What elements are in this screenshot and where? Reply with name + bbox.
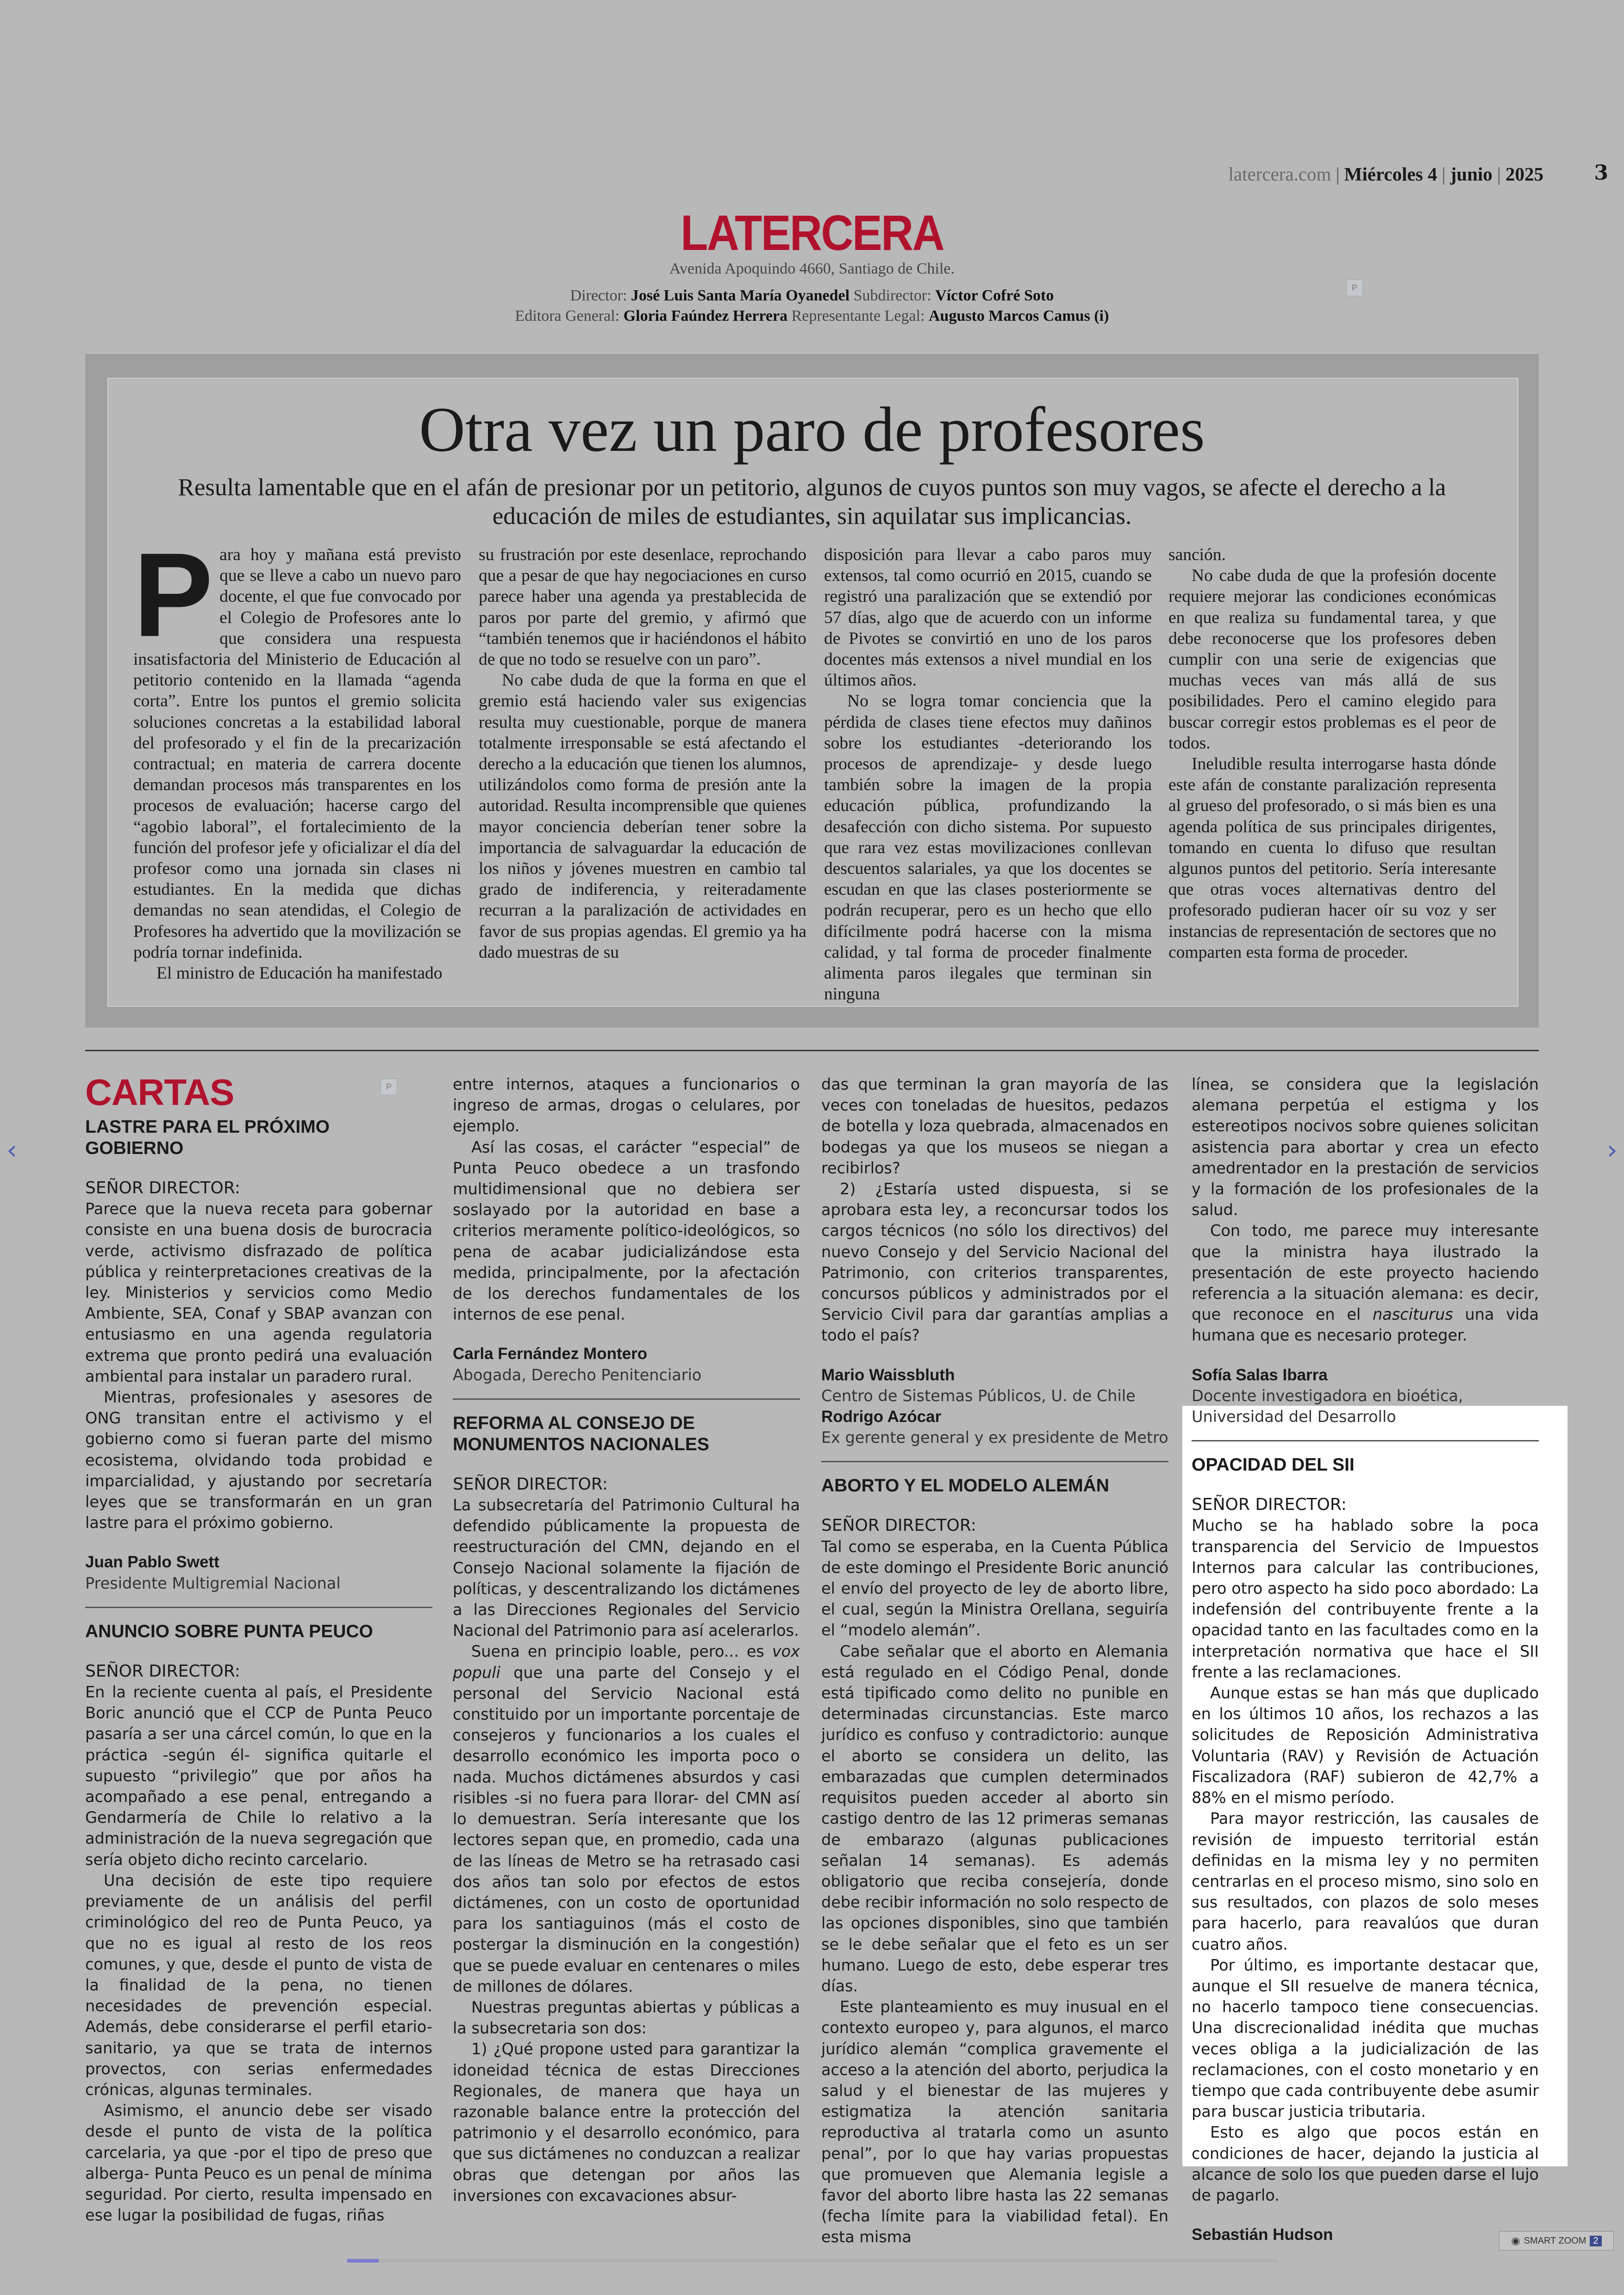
section-divider (85, 1050, 1539, 1051)
newspaper-logo: LATERCERA (681, 205, 943, 261)
masthead-date-line: latercera.com | Miércoles 4 | junio | 2025 (1228, 163, 1543, 185)
letters-column-3: das que terminan la gran mayoría de las veces con toneladas de huesitos, pedazos de botella y loza quebrada, almacenados en bodegas ya que los museos se niegan a recibirlos? 2) ¿Estaría usted dispuesta, si se aprobara esta ley, a reconcursar todos los cargos técnicos (no sólo los directivos) del nuevo Consejo y del Servicio Nacional del Patrimonio, con criterios transparentes, concursos públicos y administrados por el Servicio Civil para dar garantías amplias a todo el país? Mario Waissbluth Centro de Sistemas Públicos, U. de Chile Rodrigo Azócar Ex gerente general y ex presidente de Metro ABORTO Y EL MODELO ALEMÁN SEÑOR DIRECTOR: Tal como se esperaba, en la Cuenta Pública de este domingo el Presidente Boric anunció el envío del proyecto de ley de aborto libre, el cual, según la Ministra Orellana, seguiría el “modelo alemán”. Cabe señalar que el aborto en Alemania está regulado en el Código Penal, donde está tipificado como delito no punible en determinadas circunstancias. Este marco jurídico es confuso y contradictorio: aunque el aborto se considera un delito, las embarazadas que cumplen determinados requisitos pueden acceder al aborto sin castigo dentro de las 12 primeras semanas de embarazo (algunas publicaciones señalan 14 semanas). Es además obligatorio que reciba consejería, donde debe recibir información no solo respecto de las opciones disponibles, sino que también se le debe señalar que el feto es un ser humano. Luego de esto, debe esperar tres días. Este planteamiento es muy inusual en el contexto europeo y, para algunos, el marco jurídico alemán “complica gravemente el acceso a la atención del aborto, perjudica la salud y el bienestar de las mujeres y estigmatiza la atención sanitaria reproductiva al tratarla como un asunto penal”, por lo que hay varias propuestas que promueven que Alemania legisle a favor del aborto libre hasta las 22 semanas (fecha límite para la viabilidad fetal). En esta misma (821, 1075, 1168, 2246)
page-progress-fill (347, 2259, 379, 2263)
page-progress-track[interactable] (347, 2259, 1278, 2263)
salutation: SEÑOR DIRECTOR: (453, 1474, 608, 1494)
address: Avenida Apoquindo 4660, Santiago de Chile. (669, 260, 955, 277)
editorial-column-4: sanción. No cabe duda de que la profesión docente requiere mejorar las condiciones económicas en que realiza su fundamental tarea, y que debe reconocerse que los profesores deben cumplir con una serie de exigencias que muchas veces van más allá de sus posibilidades. Pero el camino elegido para buscar corregir estos problemas es el peor de todos. Ineludible resulta interrogarse hasta dónde este afán de constante paralización representa al grueso del profesorado, o si más bien es una agenda política de sus principales dirigentes, tomando en cuenta lo difuso que resultan algunos puntos del petitorio. Sería interesante que otras voces alternativas dentro del profesorado pudieran hacer oír su voz y ser instancias de representación de sectores que no comparten esta forma de proceder. (1168, 545, 1496, 962)
editorial-column-2: su frustración por este desenlace, reprochando que a pesar de que hay negociaciones en curso parece haber una agenda ya prestablecida de paros por parte del gremio, y afirmó que “también tenemos que ir haciéndonos el hábito de que no todo se resuelve con un paro”. No cabe duda de que la forma en que el gremio está haciendo valer sus exigencias resulta muy cuestionable, porque de manera totalmente irresponsable se está afectando el derecho a la educación que tienen los alumnos, utilizándolos como forma de presión ante la autoridad. Resulta incomprensible que quienes mayor conciencia deberían tener sobre la importancia de salvaguardar la educación de los niños y jóvenes muestren en cambio tal grado de indiferencia, y reiteradamente recurran a la paralización de actividades en favor de sus propias agendas. El gremio ya ha dado muestras de su (479, 545, 806, 962)
signature-role: Abogada, Derecho Penitenciario (453, 1366, 702, 1384)
chevron-left-icon: ‹ (6, 1134, 18, 1166)
editorial-title: Otra vez un paro de profesores (419, 394, 1205, 465)
editora-name: Gloria Faúndez Herrera (623, 307, 788, 324)
letter-headline: REFORMA AL CONSEJO DE MONUMENTOS NACIONALES (453, 1413, 709, 1454)
letters-column-1: CARTAS LASTRE PARA EL PRÓXIMO GOBIERNO SEÑOR DIRECTOR: Parece que la nueva receta para gobernar consiste en una buena dosis de burocracia verde, activismo disfrazado de política pública y reinterpretaciones creativas de la ley. Ministerios y servicios como Medio Ambiente, SEA, Conaf y SBAP avanzan con entusiasmo en una agenda regulatoria extrema que pronto pedirá una evaluación ambiental para instalar un paradero rural. Mientras, profesionales y asesores de ONG transitan entre el activismo y el gobierno como si fueran parte del mismo ecosistema, olvidando toda probidad e imparcialidad, y ajustando por secretaría leyes que se transformarán en un gran lastre para el próximo gobierno. Juan Pablo Swett Presidente Multigremial Nacional ANUNCIO SOBRE PUNTA PEUCO SEÑOR DIRECTOR: En la reciente cuenta al país, el Presidente Boric anunció que el CCP de Punta Peuco pasaría a ser una cárcel común, lo que en la práctica -según él- significa quitarle el supuesto “privilegio” que por años ha acompañado a ese penal, entregando a Gendarmería de Chile lo relativo a la administración de la nueva segregación que sería objeto dicho recinto carcelario. Una decisión de este tipo requiere previamente de un análisis del perfil criminológico del reo de Punta Peuco, ya que no es igual al resto de los reos comunes, y que, desde el punto de vista de la finalidad de la pena, no tienen necesidades de prevención especial. Además, debe considerarse el perfil etario-sanitario, ya que se trata de internos provectos, con serias enfermedades crónicas, algunas terminales. Asimismo, el anuncio debe ser visado desde el punto de vista de la política carcelaria, ya que -por el tipo de preso que alberga- Punta Peuco es un penal de mínima seguridad. Por cierto, resulta impensado en ese lugar la posibilidad de fugas, riñas (85, 1072, 432, 2225)
letters-column-4: línea, se considera que la legislación alemana perpetúa el estigma y los estereotipos nocivos sobre quienes solicitan asistencia para abortar y crea un efecto amedrentador en la prestación de servicios y la formación de los profesionales de la salud. Con todo, me parece muy interesante que la ministra haya ilustrado la presentación de este proyecto haciendo referencia a la situación alemana: es decir, que reconoce en el nasciturus una vida humana que es necesario proteger. Sofía Salas Ibarra Docente investigadora en bioética, Universidad del Desarrollo OPACIDAD DEL SII SEÑOR DIRECTOR: Mucho se ha hablado sobre la poca transparencia del Servicio de Impuestos Internos para calcular las contribuciones, pero otro aspecto ha sido poco abordado: La indefensión del contribuyente frente a la opacidad tanto en las facultades como en la interpretación normativa que hace el SII frente a las reclamaciones. Aunque estas se han más que duplicado en los últimos 10 años, los rechazos a las solicitudes de Reposición Administrativa Voluntaria (RAV) y Revisión de Actuación Fiscalizadora (RAF) subieron de 42,7% a 88% en el mismo período. Para mayor restricción, las causales de revisión de impuesto territorial están definidas en la misma ley y no permiten centrarlas en el proceso mismo, sino solo en sus resultados, con plazos de solo meses para hacerlo, para reavalúos que duran cuatro años. Por último, es importante destacar que, aunque el SII resuelve de manera técnica, no hacerlo tampoco tiene consecuencias. Una discrecionalidad inédita que muchas veces obliga a la judicialización de las reclamaciones, con el costo monetario y en tiempo que cada contribuyente debe asumir para buscar justicia tributaria. Esto es algo que pocos están en condiciones de hacer, dejando la justicia al alcance de solo los que pueden darse el lujo de pagarlo. Sebastián Hudson (1192, 1074, 1539, 2245)
prev-page-button[interactable] (6, 1134, 17, 1166)
letters-section-title: CARTAS (85, 1072, 234, 1113)
ad-marker-icon[interactable]: P (1346, 280, 1363, 296)
next-page-button[interactable] (1607, 1134, 1618, 1166)
letter-headline: ANUNCIO SOBRE PUNTA PEUCO (85, 1621, 373, 1641)
month: junio (1450, 163, 1493, 185)
credits-line-2: Editora General: Gloria Faúndez Herrera Representante Legal: Augusto Marcos Camus (i) (515, 307, 1109, 324)
letter-signature: Sofía Salas Ibarra (1192, 1366, 1328, 1384)
letter-signature: Sebastián Hudson (1192, 2226, 1333, 2244)
signature-role: Centro de Sistemas Públicos, U. de Chile (821, 1386, 1136, 1405)
drop-cap: P (133, 528, 213, 661)
letters-column-2: entre internos, ataques a funcionarios o ingreso de armas, drogas o celulares, por ejemplo. Así las cosas, el carácter “especial” de Punta Peuco obedece a un trasfondo multidimensional que no debiera ser soslayado por la autoridad en base a criterios meramente político-ideológicos, so pena de acabar judicializándose esta medida, principalmente, por la afectación de los derechos fundamentales de los internos de ese penal. Carla Fernández Montero Abogada, Derecho Penitenciario REFORMA AL CONSEJO DE MONUMENTOS NACIONALES SEÑOR DIRECTOR: La subsecretaría del Patrimonio Cultural ha defendido públicamente la propuesta de reestructuración del CMN, dejando en el Consejo Nacional solamente la fijación de políticas, y descentralizando los dictámenes a las Direcciones Regionales del Servicio Nacional del Patrimonio para así acelerarlos. Suena en principio loable, pero... es vox populi que una parte del Consejo y el personal del Servicio Nacional está constituido por un importante porcentaje de consejeros y funcionarios a los cuales el desarrollo económico les importa poco o nada. Muchos dictámenes absurdos y casi risibles -si no fuera para llorar- del CMN así lo demuestran. Sería interesante que los lectores sepan que, en promedio, cada una de las líneas de Metro se ha retrasado casi dos años tan solo por efectos de estos dictámenes, con un costo de oportunidad para los santiaguinos (más el costo de postergar la disminución en la congestión) que se puede evaluar en centenares o miles de millones de dólares. Nuestras preguntas abiertas y públicas a la subsecretaria son dos: 1) ¿Qué propone usted para garantizar la idoneidad técnica de estas Direcciones Regionales, de manera que haya un razonable balance entre la protección del patrimonio y el desarrollo económico, para que sus dictámenes no conduzcan a realizar obras que detengan por años las inversiones con excavaciones absur- (453, 1075, 800, 2205)
smart-zoom-value: 2 (1590, 2236, 1601, 2246)
letter-headline: ABORTO Y EL MODELO ALEMÁN (821, 1476, 1109, 1496)
eye-icon: ◉ (1511, 2235, 1520, 2246)
director-name: José Luis Santa María Oyanedel (631, 287, 850, 304)
representante-name: Augusto Marcos Camus (i) (929, 307, 1109, 324)
letter-headline: OPACIDAD DEL SII (1192, 1455, 1355, 1475)
editorial-column-3: disposición para llevar a cabo paros muy extensos, tal como ocurrió en 2015, cuando se registró una paralización que se extendió por 57 días, algo que de acuerdo con un informe de Pivotes se convirtió en uno de los paros docentes más extensos a nivel mundial en los últimos años. No se logra tomar conciencia que la pérdida de clases tiene efectos muy dañinos sobre los estudiantes -deteriorando los procesos de aprendizaje- y desde luego también sobre la imagen de la propia educación pública, profundizando la desafección con dicho sistema. Por supuesto que rara vez estas movilizaciones conllevan descuentos salariales, ya que los docentes se escudan en que las clases posteriormente se podrán recuperar, pero es un hecho que ello difícilmente podrá hacerse con la misma calidad, y tal forma de proceder finalmente alimenta paros ilegales que terminan sin ninguna (824, 545, 1152, 1004)
editorial-subtitle: Resulta lamentable que en el afán de presionar por un petitorio, algunos de cuyos puntos son muy vagos, se afecte el derecho a la educación de miles de estudiantes, sin aquilatar sus implicancias. (178, 474, 1446, 530)
letter-headline: LASTRE PARA EL PRÓXIMO GOBIERNO (85, 1117, 330, 1158)
editorial-column-1: Para hoy y mañana está previsto que se lleve a cabo un nuevo paro docente, el que fue convocado por el Colegio de Profesores ante lo que considera una respuesta insatisfactoria del Ministerio de Educación al petitorio contenido en la llamada “agenda corta”. Entre los puntos el gremio solicita soluciones concretas a la estabilidad laboral del profesorado y el fin de la precarización contractual; en materia de carrera docente demandan procesos más transparentes en los procesos de evaluación; hacerse cargo del “agobio laboral”, el fortalecimiento de la función del profesor jefe y oficializar el día del profesor como una jornada sin clases ni estudiantes. En la medida que dichas demandas no sean atendidas, el Colegio de Profesores ha advertido que la movilización se podría tornar indefinida. El ministro de Educación ha manifestado (133, 528, 461, 983)
subdirector-name: Víctor Cofré Soto (935, 287, 1054, 304)
letter-signature: Mario Waissbluth (821, 1366, 955, 1384)
salutation: SEÑOR DIRECTOR: (85, 1661, 240, 1681)
letter-signature: Juan Pablo Swett (85, 1553, 219, 1572)
ad-marker-icon[interactable]: P (381, 1079, 397, 1095)
salutation: SEÑOR DIRECTOR: (1192, 1495, 1347, 1515)
signature-role: Ex gerente general y ex presidente de Metro (821, 1428, 1168, 1447)
salutation: SEÑOR DIRECTOR: (85, 1179, 240, 1197)
letter-signature: Carla Fernández Montero (453, 1345, 648, 1363)
weekday: Miércoles 4 (1344, 163, 1437, 185)
letter-signature: Rodrigo Azócar (821, 1408, 942, 1426)
smart-zoom-button[interactable] (1499, 2231, 1614, 2251)
site-name: latercera.com (1228, 163, 1331, 185)
signature-role: Presidente Multigremial Nacional (85, 1574, 341, 1592)
credits-line-1: Director: José Luis Santa María Oyanedel Subdirector: Víctor Cofré Soto (570, 287, 1054, 304)
year: 2025 (1505, 163, 1543, 185)
page-number: 3 (1594, 161, 1608, 185)
salutation: SEÑOR DIRECTOR: (821, 1516, 976, 1535)
signature-role: Docente investigadora en bioética, Universidad del Desarrollo (1192, 1386, 1463, 1426)
chevron-right-icon: › (1606, 1134, 1618, 1166)
smart-zoom-label: SMART ZOOM (1524, 2235, 1587, 2246)
